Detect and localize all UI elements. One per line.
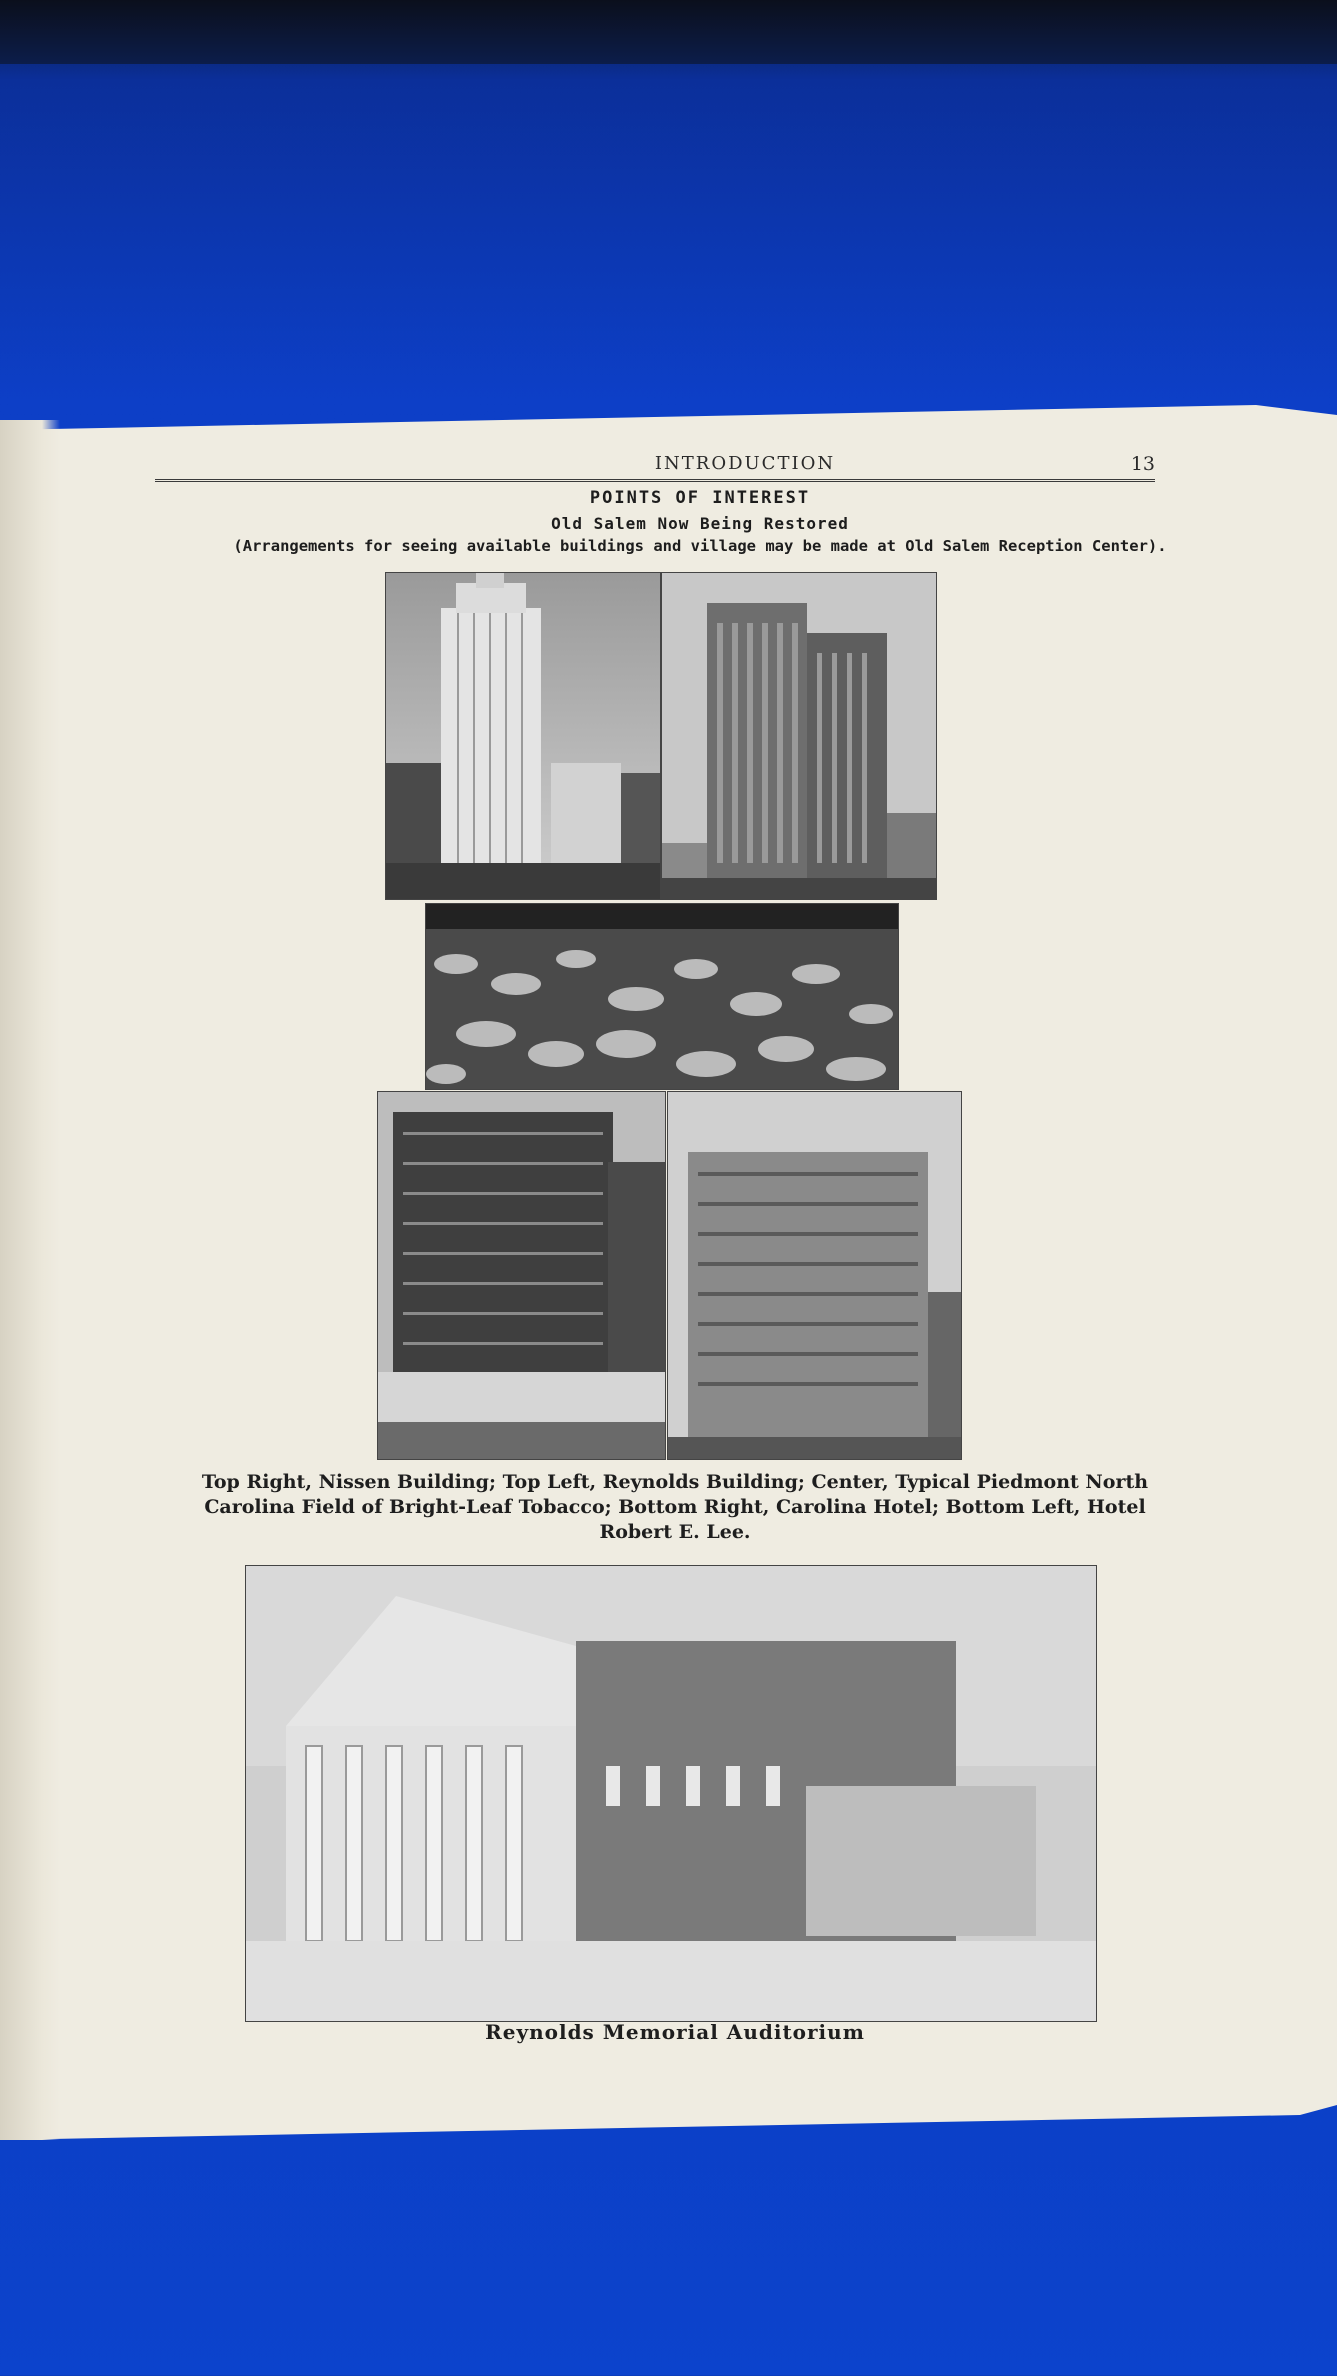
page-header: [155, 453, 1155, 481]
photo-reynolds-memorial-auditorium: [245, 1565, 1097, 2022]
page-number: 13: [1130, 453, 1155, 475]
photo-nissen-building: [661, 572, 937, 900]
section-title: POINTS OF INTEREST: [589, 488, 811, 508]
running-head: INTRODUCTION: [654, 453, 836, 474]
photo-carolina-hotel: [667, 1091, 962, 1460]
section-heading: [100, 488, 1300, 555]
photo-hotel-robert-e-lee: [377, 1091, 666, 1460]
page-left-edge-curl: [0, 420, 60, 2140]
photo-tobacco-field: [425, 903, 899, 1090]
background-cloth-top: [0, 0, 1337, 64]
photo-reynolds-building: [385, 572, 661, 900]
section-note: (Arrangements for seeing available buildings and village may be made at Old Salem Reception Center).: [233, 537, 1167, 555]
section-subtitle: Old Salem Now Being Restored: [551, 514, 849, 533]
collage-caption: Top Right, Nissen Building; Top Left, Reynolds Building; Center, Typical Piedmont North Carolina Field of Bright-Leaf Tobacco; Bottom Right, Carolina Hotel; Bottom Left, Hotel Robert E. Lee.: [201, 1471, 1149, 1543]
auditorium-caption: Reynolds Memorial Auditorium: [485, 2020, 865, 2044]
header-rule: [155, 479, 1155, 482]
